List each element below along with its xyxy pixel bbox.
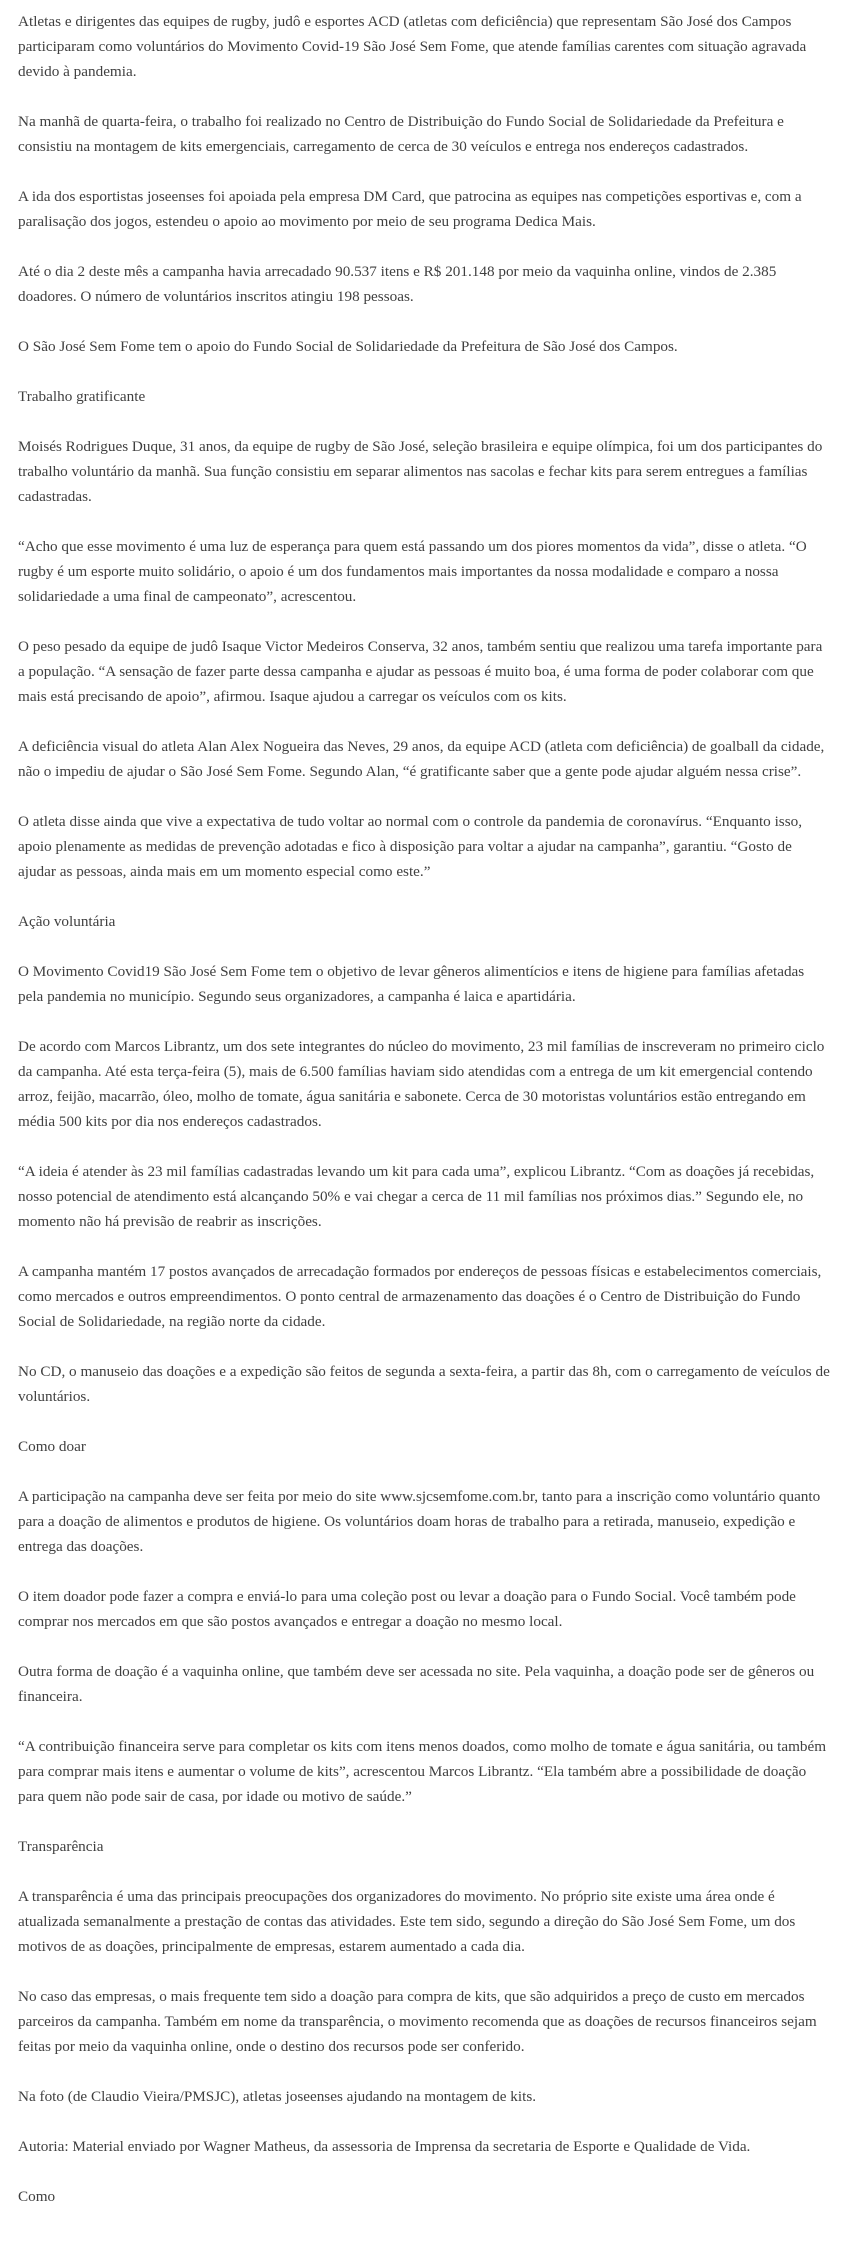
paragraph-librantz-quote: “A ideia é atender às 23 mil famílias cadastradas levando um kit para cada uma”, explicou Librantz. “Com as doações já recebidas, nosso potencial de atendimento está alcançando 50% e vai chegar a cerca de 11 mil famílias nos próximos dias.” Segundo ele, no momento não há previsão de reabrir as inscrições. [18,1163,815,1230]
section-heading-como-doar: Como doar [18,1438,86,1455]
paragraph-moises: Moisés Rodrigues Duque, 31 anos, da equipe de rugby de São José, seleção brasileira e equipe olímpica, foi um dos participantes do trabalho voluntário da manhã. Sua função consistiu em separar alimentos nas sacolas e fechar kits para serem entregues a famílias cadastradas. [18,438,823,505]
paragraph-dm-card: A ida dos esportistas joseenses foi apoiada pela empresa DM Card, que patrocina as equipes nas competições esportivas e, com a paralisação dos jogos, estendeu o apoio ao movimento por meio de seu programa Dedica Mais. [18,188,802,230]
paragraph-fundo-social: O São José Sem Fome tem o apoio do Fundo Social de Solidariedade da Prefeitura de São José dos Campos. [18,338,678,355]
article-body [18,0,830,2234]
paragraph-isaque: O peso pesado da equipe de judô Isaque Victor Medeiros Conserva, 32 anos, também sentiu que realizou uma tarefa importante para a população. “A sensação de fazer parte dessa campanha e ajudar as pessoas é muito boa, é uma forma de poder colaborar com que mais está precisando de apoio”, afirmou. Isaque ajudou a carregar os veículos com os kits. [18,638,823,705]
paragraph-item-doador: O item doador pode fazer a compra e enviá-lo para uma coleção post ou levar a doação para o Fundo Social. Você também pode comprar nos mercados em que são postos avançados e entregar a doação no mesmo local. [18,1588,796,1630]
paragraph-vaquinha: Outra forma de doação é a vaquinha online, que também deve ser acessada no site. Pela vaquinha, a doação pode ser de gêneros ou financeira. [18,1663,815,1705]
paragraph-cd-manuseio: No CD, o manuseio das doações e a expedição são feitos de segunda a sexta-feira, a partir das 8h, com o carregamento de veículos de voluntários. [18,1363,830,1405]
paragraph-moises-quote: “Acho que esse movimento é uma luz de esperança para quem está passando um dos piores momentos da vida”, disse o atleta. “O rugby é um esporte muito solidário, o apoio é um dos fundamentos mais importantes da nossa modalidade e comparo a nossa solidariedade a uma final de campeonato”, acrescentou. [18,538,807,605]
paragraph-postos: A campanha mantém 17 postos avançados de arrecadação formados por endereços de pessoas físicas e estabelecimentos comerciais, como mercados e outros empreendimentos. O ponto central de armazenamento das doações é o Centro de Distribuição do Fundo Social de Solidariedade, na região norte da cidade. [18,1263,822,1330]
paragraph-cd-work: Na manhã de quarta-feira, o trabalho foi realizado no Centro de Distribuição do Fundo Social de Solidariedade da Prefeitura e consistiu na montagem de kits emergenciais, carregamento de cerca de 30 veículos e entrega nos endereços cadastrados. [18,113,784,155]
paragraph-librantz: De acordo com Marcos Librantz, um dos sete integrantes do núcleo do movimento, 23 mil famílias de inscreveram no primeiro ciclo da campanha. Até esta terça-feira (5), mais de 6.500 famílias haviam sido atendidas com a entrega de um kit emergencial contendo arroz, feijão, macarrão, óleo, molho de tomate, água sanitária e sabonete. Cerca de 30 motoristas voluntários estão entregando em média 500 kits por dia nos endereços cadastrados. [18,1038,825,1130]
paragraph-campaign-totals: Até o dia 2 deste mês a campanha havia arrecadado 90.537 itens e R$ 201.148 por meio da vaquinha online, vindos de 2.385 doadores. O número de voluntários inscritos atingiu 198 pessoas. [18,263,777,305]
paragraph-objetivo: O Movimento Covid19 São José Sem Fome tem o objetivo de levar gêneros alimentícios e itens de higiene para famílias afetadas pela pandemia no município. Segundo seus organizadores, a campanha é laica e apartidária. [18,963,805,1005]
paragraph-photo-credit: Na foto (de Claudio Vieira/PMSJC), atletas joseenses ajudando na montagem de kits. [18,2088,537,2105]
paragraph-alan: A deficiência visual do atleta Alan Alex Nogueira das Neves, 29 anos, da equipe ACD (atleta com deficiência) de goalball da cidade, não o impediu de ajudar o São José Sem Fome. Segundo Alan, “é gratificante saber que a gente pode ajudar alguém nessa crise”. [18,738,825,780]
paragraph-transparencia: A transparência é uma das principais preocupações dos organizadores do movimento. No próprio site existe uma área onde é atualizada semanalmente a prestação de contas das atividades. Este tem sido, segundo a direção do São José Sem Fome, um dos motivos de as doações, principalmente de empresas, estarem aumentado a cada dia. [18,1888,796,1955]
paragraph-intro: Atletas e dirigentes das equipes de rugby, judô e esportes ACD (atletas com deficiência) que representam São José dos Campos participaram como voluntários do Movimento Covid-19 São José Sem Fome, que atende famílias carentes com situação agravada devido à pandemia. [18,13,807,80]
paragraph-empresas: No caso das empresas, o mais frequente tem sido a doação para compra de kits, que são adquiridos a preço de custo em mercados parceiros da campanha. Também em nome da transparência, o movimento recomenda que as doações de recursos financeiros sejam feitas por meio da vaquinha online, onde o destino dos recursos pode ser conferido. [18,1988,817,2055]
paragraph-participacao: A participação na campanha deve ser feita por meio do site www.sjcsemfome.com.br, tanto para a inscrição como voluntário quanto para a doação de alimentos e produtos de higiene. Os voluntários doam horas de trabalho para a retirada, manuseio, expedição e entrega das doações. [18,1488,821,1555]
paragraph-truncated: Como [18,2188,56,2205]
section-heading-trabalho-gratificante: Trabalho gratificante [18,388,146,405]
paragraph-alan-quote: O atleta disse ainda que vive a expectativa de tudo voltar ao normal com o controle da pandemia de coronavírus. “Enquanto isso, apoio plenamente as medidas de prevenção adotadas e fico à disposição para voltar a ajudar na campanha”, garantiu. “Gosto de ajudar as pessoas, ainda mais em um momento especial como este.” [18,813,803,880]
section-heading-transparencia: Transparência [18,1838,104,1855]
paragraph-contribuicao-quote: “A contribuição financeira serve para completar os kits com itens menos doados, como molho de tomate e água sanitária, ou também para comprar mais itens e aumentar o volume de kits”, acrescentou Marcos Librantz. “Ela também abre a possibilidade de doação para quem não pode sair de casa, por idade ou motivo de saúde.” [18,1738,827,1805]
paragraph-autoria: Autoria: Material enviado por Wagner Matheus, da assessoria de Imprensa da secretaria de Esporte e Qualidade de Vida. [18,2138,751,2155]
section-heading-acao-voluntaria: Ação voluntária [18,913,116,930]
